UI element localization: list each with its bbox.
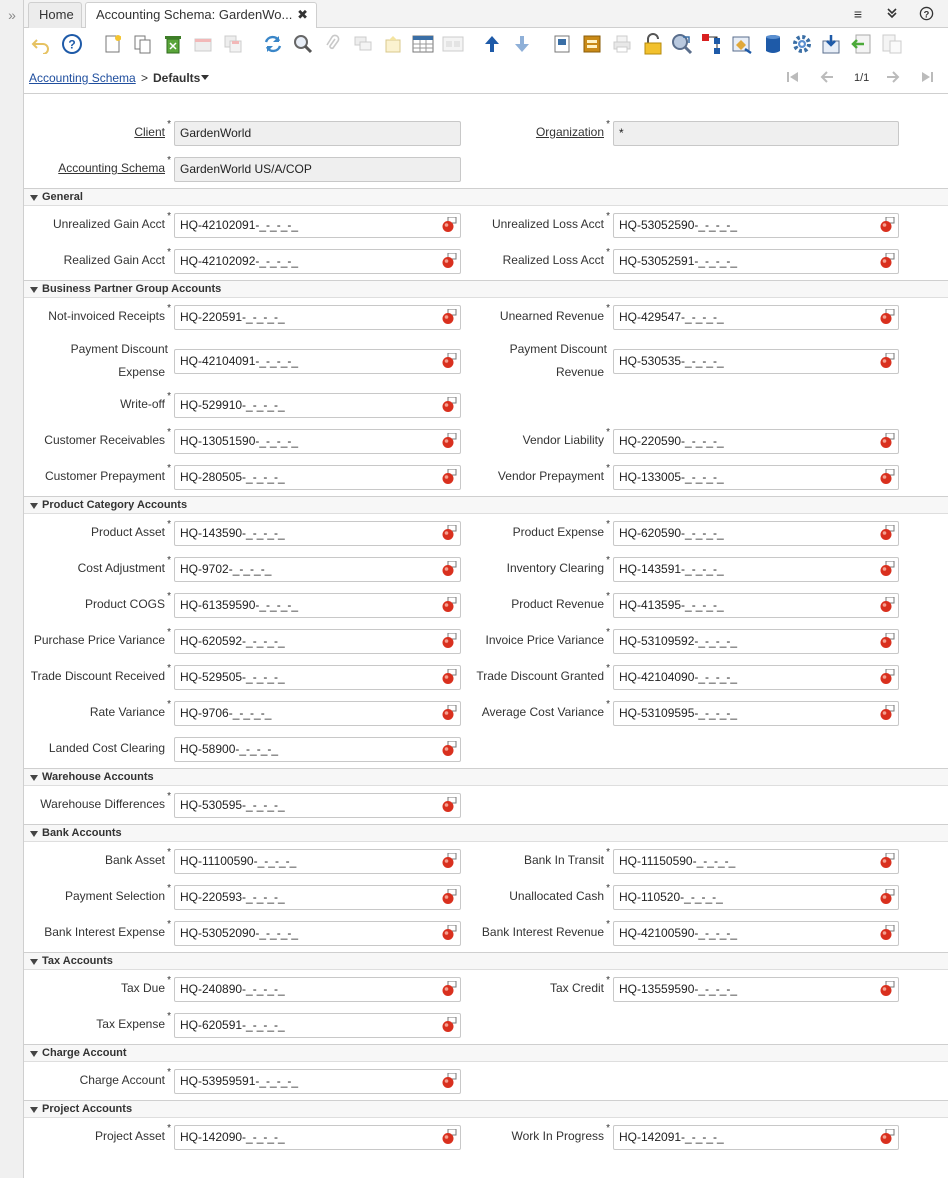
account-lookup-icon[interactable] [441, 597, 457, 613]
product-cogs-label: Product COGS * [84, 591, 171, 611]
account-lookup-icon[interactable] [441, 253, 457, 269]
refresh-icon[interactable] [261, 32, 285, 56]
bank-interest-expense-label: Bank Interest Expense * [44, 919, 171, 939]
file-import-icon[interactable] [880, 32, 904, 56]
account-lookup-icon[interactable] [879, 669, 895, 685]
side-panel-rail [0, 0, 24, 1178]
breadcrumb-current-tab[interactable]: Defaults [153, 71, 201, 85]
account-lookup-icon[interactable] [441, 353, 457, 369]
customer-receivables-label: Customer Receivables * [44, 427, 171, 447]
field-value: HQ-53109592-_-_-_-_ [619, 634, 738, 648]
help-icon[interactable] [918, 6, 934, 22]
workflow-icon[interactable] [700, 32, 724, 56]
account-lookup-icon[interactable] [879, 561, 895, 577]
section-title: Business Partner Group Accounts [42, 283, 222, 295]
account-lookup-icon[interactable] [441, 889, 457, 905]
field-value: HQ-61359590-_-_-_-_ [180, 598, 299, 612]
field-value: HQ-133005-_-_-_-_ [619, 470, 724, 484]
account-lookup-icon[interactable] [879, 925, 895, 941]
vendor-liability-label: Vendor Liability * [522, 427, 610, 447]
tax-expense-label: Tax Expense * [96, 1011, 171, 1031]
customer-receivables-field[interactable] [174, 429, 461, 454]
bank-interest-expense-field[interactable] [174, 921, 461, 946]
field-value: HQ-529505-_-_-_-_ [180, 670, 285, 684]
average-cost-variance-field[interactable] [613, 701, 899, 726]
record-count: 1/1 [854, 72, 870, 84]
collapse-arrow-icon [30, 831, 38, 837]
realized-loss-field[interactable] [613, 249, 899, 274]
breadcrumb-dropdown-icon[interactable] [201, 75, 209, 80]
field-value: HQ-530535-_-_-_-_ [619, 354, 724, 368]
account-lookup-icon[interactable] [879, 525, 895, 541]
account-lookup-icon[interactable] [441, 309, 457, 325]
unearned-revenue-field[interactable] [613, 305, 899, 330]
field-value: HQ-53109595-_-_-_-_ [619, 706, 738, 720]
field-value: HQ-11150590-_-_-_-_ [619, 854, 736, 868]
field-value: HQ-142090-_-_-_-_ [180, 1130, 285, 1144]
charge-account-field[interactable] [174, 1069, 461, 1094]
section-title: Tax Accounts [42, 955, 113, 967]
collapse-arrow-icon [30, 1107, 38, 1113]
not-invoiced-receipts-label: Not-invoiced Receipts * [48, 303, 171, 323]
section-title: Project Accounts [42, 1103, 133, 1115]
invoice-price-variance-field[interactable] [613, 629, 899, 654]
account-lookup-icon[interactable] [441, 1017, 457, 1033]
field-value: HQ-280505-_-_-_-_ [180, 470, 285, 484]
account-lookup-icon[interactable] [879, 469, 895, 485]
delete-selection-icon[interactable] [191, 32, 215, 56]
cost-adjustment-field[interactable] [174, 557, 461, 582]
unrealized-gain-label: Unrealized Gain Acct * [52, 211, 171, 231]
last-record-icon[interactable] [920, 71, 934, 86]
product-asset-label: Product Asset * [90, 519, 171, 539]
account-lookup-icon[interactable] [879, 981, 895, 997]
vendor-liability-field[interactable] [613, 429, 899, 454]
account-lookup-icon[interactable] [441, 741, 457, 757]
account-lookup-icon[interactable] [441, 633, 457, 649]
window-tab-bar [24, 0, 948, 28]
account-lookup-icon[interactable] [441, 1129, 457, 1145]
field-value: HQ-142091-_-_-_-_ [619, 1130, 724, 1144]
organization-field[interactable]: * [613, 121, 899, 146]
unrealized-loss-label: Unrealized Loss Acct * [491, 211, 610, 231]
zoom-across-icon[interactable] [670, 32, 694, 56]
tab-accounting-schema-label: Accounting Schema: GardenWo... [96, 7, 293, 22]
project-asset-field[interactable] [174, 1125, 461, 1150]
undo-icon[interactable] [29, 32, 53, 56]
invoice-price-variance-label: Invoice Price Variance * [485, 627, 610, 647]
account-lookup-icon[interactable] [879, 217, 895, 233]
project-asset-label: Project Asset * [94, 1123, 171, 1143]
bank-in-transit-label: Bank In Transit * [523, 847, 610, 867]
payment-discount-expense-field[interactable] [174, 349, 461, 374]
breadcrumb [24, 62, 948, 94]
customer-prepayment-field[interactable] [174, 465, 461, 490]
account-lookup-icon[interactable] [441, 669, 457, 685]
product-asset-field[interactable] [174, 521, 461, 546]
section-title: Charge Account [42, 1047, 127, 1059]
report-icon[interactable] [550, 32, 574, 56]
accounting-schema-field[interactable]: GardenWorld US/A/COP [174, 157, 461, 182]
expand-panel-icon[interactable]: » [8, 7, 16, 23]
delete-icon[interactable] [161, 32, 185, 56]
copy-record-icon[interactable] [131, 32, 155, 56]
field-value: HQ-240890-_-_-_-_ [180, 982, 285, 996]
close-tab-icon[interactable]: ✖ [297, 7, 308, 22]
account-lookup-icon[interactable] [441, 925, 457, 941]
accounting-schema-label: Accounting Schema * [58, 155, 171, 175]
section-project-accounts[interactable] [24, 1100, 948, 1118]
account-lookup-icon[interactable] [441, 797, 457, 813]
field-value: HQ-220593-_-_-_-_ [180, 890, 285, 904]
field-value: HQ-42100590-_-_-_-_ [619, 926, 738, 940]
previous-record-icon[interactable] [480, 32, 504, 56]
trade-discount-received-label: Trade Discount Received * [30, 663, 171, 683]
field-value: HQ-42104090-_-_-_-_ [619, 670, 738, 684]
customer-prepayment-label: Customer Prepayment * [44, 463, 171, 483]
bank-interest-revenue-label: Bank Interest Revenue * [481, 919, 610, 939]
client-field[interactable]: GardenWorld [174, 121, 461, 146]
tax-credit-label: Tax Credit * [549, 975, 610, 995]
product-info-icon[interactable] [381, 32, 405, 56]
client-label: Client * [134, 119, 171, 139]
breadcrumb-accounting-schema-link[interactable]: Accounting Schema [29, 71, 136, 85]
field-value: HQ-53052591-_-_-_-_ [619, 254, 738, 268]
unearned-revenue-label: Unearned Revenue * [499, 303, 610, 323]
trade-discount-granted-label: Trade Discount Granted * [476, 663, 610, 683]
section-bank-accounts[interactable] [24, 824, 948, 842]
collapse-arrow-icon [30, 287, 38, 293]
purchase-price-variance-label: Purchase Price Variance * [33, 627, 171, 647]
charge-account-label: Charge Account * [79, 1067, 171, 1087]
help-icon[interactable] [60, 32, 84, 56]
attachment-icon[interactable] [321, 32, 345, 56]
section-title: Product Category Accounts [42, 499, 188, 511]
section-title: Bank Accounts [42, 827, 122, 839]
account-lookup-icon[interactable] [879, 853, 895, 869]
landed-cost-clearing-field[interactable] [174, 737, 461, 762]
account-lookup-icon[interactable] [441, 561, 457, 577]
field-value: HQ-9702-_-_-_-_ [180, 562, 272, 576]
find-icon[interactable] [291, 32, 315, 56]
unallocated-cash-field[interactable] [613, 885, 899, 910]
account-lookup-icon[interactable] [879, 253, 895, 269]
account-lookup-icon[interactable] [879, 597, 895, 613]
purchase-price-variance-field[interactable] [174, 629, 461, 654]
rate-variance-label: Rate Variance * [89, 699, 171, 719]
account-lookup-icon[interactable] [879, 705, 895, 721]
collapse-arrow-icon [30, 959, 38, 965]
field-value: HQ-13559590-_-_-_-_ [619, 982, 738, 996]
inventory-clearing-label: Inventory Clearing * [506, 555, 610, 575]
svg-text:?: ? [923, 9, 929, 20]
account-lookup-icon[interactable] [879, 353, 895, 369]
product-revenue-label: Product Revenue * [511, 591, 610, 611]
product-revenue-field[interactable] [613, 593, 899, 618]
tax-due-field[interactable] [174, 977, 461, 1002]
account-lookup-icon[interactable] [879, 889, 895, 905]
field-value: HQ-620592-_-_-_-_ [180, 634, 285, 648]
next-record-icon[interactable] [510, 32, 534, 56]
write-off-label: Write-off * [120, 391, 171, 411]
field-value: HQ-53052090-_-_-_-_ [180, 926, 299, 940]
section-title: General [42, 191, 83, 203]
average-cost-variance-label: Average Cost Variance * [481, 699, 610, 719]
save-icon[interactable] [221, 32, 245, 56]
account-lookup-icon[interactable] [441, 397, 457, 413]
realized-gain-field[interactable] [174, 249, 461, 274]
collapse-arrow-icon [30, 503, 38, 509]
section-product-category-accounts[interactable] [24, 496, 948, 514]
warehouse-differences-field[interactable] [174, 793, 461, 818]
work-in-progress-label: Work In Progress * [511, 1123, 610, 1143]
payment-selection-label: Payment Selection * [64, 883, 171, 903]
unallocated-cash-label: Unallocated Cash * [509, 883, 610, 903]
collapse-arrow-icon [30, 195, 38, 201]
field-value: HQ-110520-_-_-_-_ [619, 890, 723, 904]
field-value: HQ-429547-_-_-_-_ [619, 310, 724, 324]
account-lookup-icon[interactable] [441, 525, 457, 541]
rate-variance-field[interactable] [174, 701, 461, 726]
bank-in-transit-field[interactable] [613, 849, 899, 874]
inventory-clearing-field[interactable] [613, 557, 899, 582]
field-value: HQ-13051590-_-_-_-_ [180, 434, 299, 448]
lock-icon[interactable] [641, 32, 665, 56]
breadcrumb-separator: > [141, 71, 149, 85]
field-value: HQ-413595-_-_-_-_ [619, 598, 724, 612]
bank-asset-label: Bank Asset * [104, 847, 171, 867]
tax-expense-field[interactable] [174, 1013, 461, 1038]
collapse-icon[interactable] [884, 6, 900, 22]
section-warehouse-accounts[interactable] [24, 768, 948, 786]
account-lookup-icon[interactable] [441, 217, 457, 233]
field-value: HQ-42102092-_-_-_-_ [180, 254, 299, 268]
archive-icon[interactable] [580, 32, 604, 56]
collapse-arrow-icon [30, 1051, 38, 1057]
section-tax-accounts[interactable] [24, 952, 948, 970]
next-page-icon[interactable] [886, 71, 900, 86]
new-record-icon[interactable] [101, 32, 125, 56]
trade-discount-received-field[interactable] [174, 665, 461, 690]
product-cogs-field[interactable] [174, 593, 461, 618]
unrealized-loss-field[interactable] [613, 213, 899, 238]
import-icon[interactable] [820, 32, 844, 56]
product-expense-field[interactable] [613, 521, 899, 546]
payment-selection-field[interactable] [174, 885, 461, 910]
section-general[interactable] [24, 188, 948, 206]
field-value: HQ-530595-_-_-_-_ [180, 798, 285, 812]
account-lookup-icon[interactable] [441, 853, 457, 869]
landed-cost-clearing-label: Landed Cost Clearing [48, 741, 165, 755]
write-off-field[interactable] [174, 393, 461, 418]
realized-gain-label: Realized Gain Acct * [63, 247, 171, 267]
field-value: HQ-143590-_-_-_-_ [180, 526, 285, 540]
cost-adjustment-label: Cost Adjustment * [77, 555, 171, 575]
vendor-prepayment-label: Vendor Prepayment * [497, 463, 610, 483]
field-value: HQ-42104091-_-_-_-_ [180, 354, 299, 368]
account-lookup-icon[interactable] [879, 1129, 895, 1145]
grid-toggle-icon[interactable] [411, 32, 435, 56]
menu-icon[interactable]: ≡ [853, 6, 863, 22]
account-lookup-icon[interactable] [879, 633, 895, 649]
payment-discount-revenue-label: Payment Discount Revenue [509, 342, 607, 379]
collapse-arrow-icon [30, 775, 38, 781]
previous-page-icon[interactable] [820, 71, 834, 86]
print-icon[interactable] [610, 32, 634, 56]
svg-text:?: ? [68, 37, 76, 52]
field-value: HQ-42102091-_-_-_-_ [180, 218, 299, 232]
account-lookup-icon[interactable] [441, 705, 457, 721]
not-invoiced-receipts-field[interactable] [174, 305, 461, 330]
organization-label: Organization * [535, 119, 610, 139]
payment-discount-expense-label: Payment Discount Expense [70, 342, 168, 379]
field-value: HQ-620590-_-_-_-_ [619, 526, 724, 540]
unrealized-gain-field[interactable] [174, 213, 461, 238]
bank-asset-field[interactable] [174, 849, 461, 874]
field-value: HQ-529910-_-_-_-_ [180, 398, 285, 412]
field-value: HQ-58900-_-_-_-_ [180, 742, 279, 756]
tax-due-label: Tax Due * [120, 975, 171, 995]
bank-interest-revenue-field[interactable] [613, 921, 899, 946]
section-charge-account[interactable] [24, 1044, 948, 1062]
field-value: HQ-220591-_-_-_-_ [180, 310, 285, 324]
account-lookup-icon[interactable] [441, 1073, 457, 1089]
toolbar [24, 28, 948, 62]
request-icon[interactable] [730, 32, 754, 56]
section-title: Warehouse Accounts [42, 771, 154, 783]
account-lookup-icon[interactable] [441, 433, 457, 449]
field-value: HQ-620591-_-_-_-_ [180, 1018, 285, 1032]
window-export-icon[interactable] [761, 32, 785, 56]
process-icon[interactable] [790, 32, 814, 56]
account-lookup-icon[interactable] [879, 309, 895, 325]
field-value: HQ-9706-_-_-_-_ [180, 706, 272, 720]
tax-credit-field[interactable] [613, 977, 899, 1002]
history-icon[interactable] [441, 32, 465, 56]
chat-icon[interactable] [351, 32, 375, 56]
warehouse-differences-label: Warehouse Differences * [40, 791, 171, 811]
vendor-prepayment-field[interactable] [613, 465, 899, 490]
realized-loss-label: Realized Loss Acct * [502, 247, 610, 267]
field-value: HQ-143591-_-_-_-_ [619, 562, 724, 576]
payment-discount-revenue-field[interactable] [613, 349, 899, 374]
field-value: HQ-220590-_-_-_-_ [619, 434, 724, 448]
account-lookup-icon[interactable] [879, 433, 895, 449]
work-in-progress-field[interactable] [613, 1125, 899, 1150]
first-record-icon[interactable] [786, 71, 800, 86]
account-lookup-icon[interactable] [441, 981, 457, 997]
field-value: HQ-53959591-_-_-_-_ [180, 1074, 299, 1088]
tab-home[interactable]: Home [28, 2, 82, 28]
export-icon[interactable] [850, 32, 874, 56]
field-value: HQ-53052590-_-_-_-_ [619, 218, 738, 232]
window-main [24, 0, 948, 1178]
product-expense-label: Product Expense * [512, 519, 610, 539]
account-lookup-icon[interactable] [441, 469, 457, 485]
field-value: HQ-11100590-_-_-_-_ [180, 854, 297, 868]
trade-discount-granted-field[interactable] [613, 665, 899, 690]
tab-accounting-schema[interactable] [85, 2, 317, 29]
section-business-partner-group-accounts[interactable] [24, 280, 948, 298]
